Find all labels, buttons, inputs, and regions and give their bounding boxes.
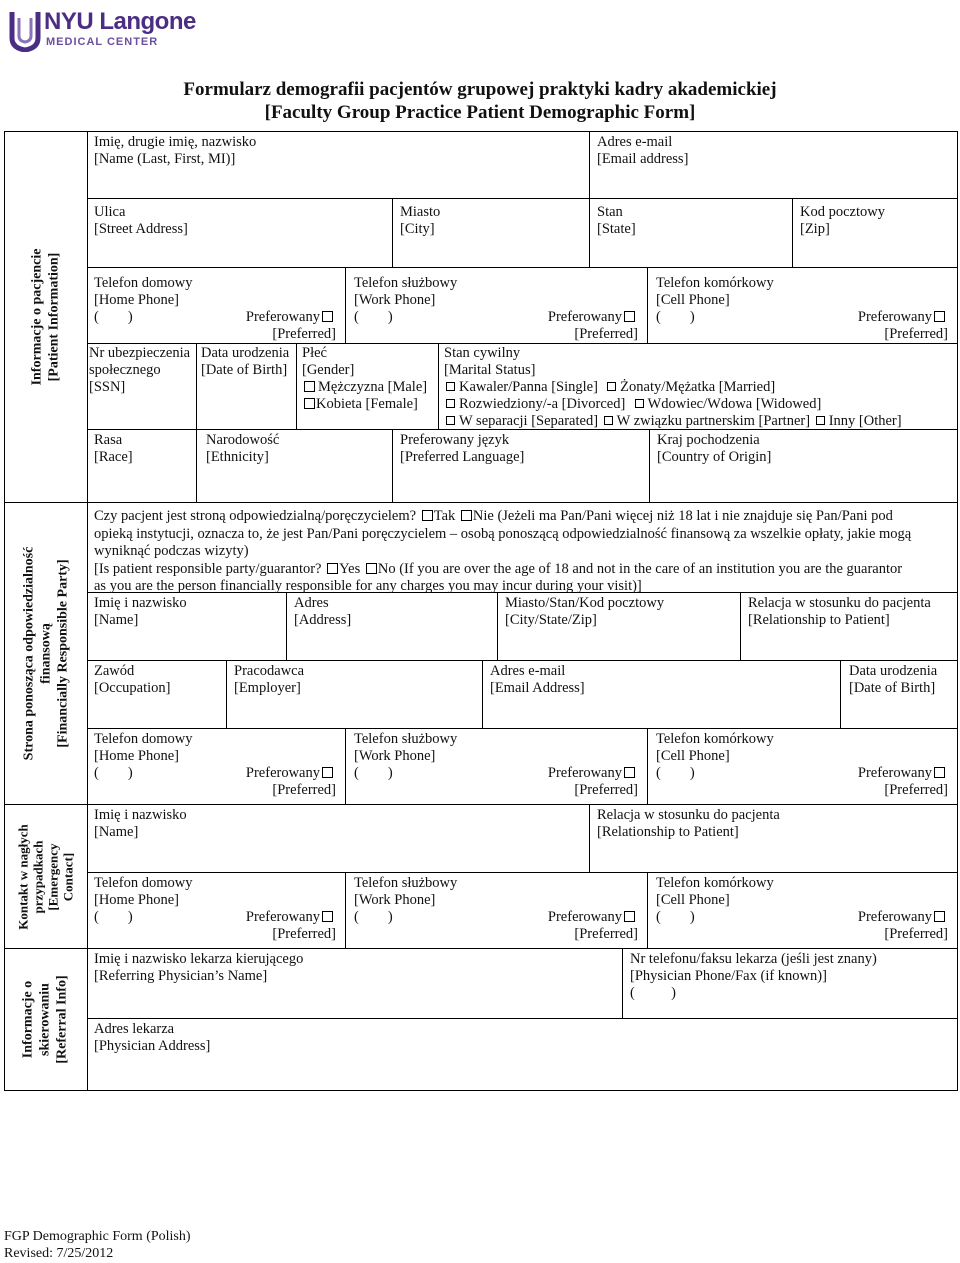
responsible-relationship-field[interactable]: Relacja w stosunku do pacjenta [Relationship to Patient] [748,595,931,628]
divorced-checkbox[interactable] [446,399,455,408]
marital-separated-option[interactable]: W separacji [Separated] [444,413,598,429]
race-field[interactable]: Rasa [Race] [94,432,133,465]
street-address-field[interactable]: Ulica [Street Address] [94,204,188,237]
referring-physician-name-field[interactable]: Imię i nazwisko lekarza kierującego [Referring Physician’s Name] [94,951,304,984]
marital-other-option[interactable]: Inny [Other] [814,413,902,429]
responsible-email-field[interactable]: Adres e-mail [Email Address] [490,663,585,696]
gender-male-option[interactable]: Mężczyzna [Male] [302,379,427,396]
preferred-checkbox[interactable] [624,911,635,922]
partner-checkbox[interactable] [604,416,613,425]
no-pl-checkbox[interactable] [461,510,472,521]
preferred-checkbox[interactable] [322,911,333,922]
emergency-cell-phone-field[interactable]: Telefon komórkowy [Cell Phone] ( ) Preferowany [Preferred] [656,875,948,942]
other-checkbox[interactable] [816,416,825,425]
form-title [0,78,960,124]
patient-work-phone-field[interactable]: Telefon służbowy [Work Phone] ( ) Preferowany [Preferred] [354,275,638,342]
no-en-checkbox[interactable] [366,563,377,574]
ethnicity-field[interactable]: Narodowość [Ethnicity] [206,432,280,465]
patient-name-field[interactable]: Imię, drugie imię, nazwisko [Name (Last, First, MI)] [94,134,257,167]
female-checkbox[interactable] [304,398,315,409]
emergency-home-phone-field[interactable]: Telefon domowy [Home Phone] ( ) Preferowany [Preferred] [94,875,336,942]
married-checkbox[interactable] [607,382,616,391]
physician-phone-fax-field[interactable]: Nr telefonu/faksu lekarza (jeśli jest znany) [Physician Phone/Fax (if known)] ( ) [630,951,877,1001]
separated-checkbox[interactable] [446,416,455,425]
marital-divorced-option[interactable]: Rozwiedziony/-a [Divorced] [444,396,625,412]
marital-married-option[interactable]: Żonaty/Mężatka [Married] [605,379,775,395]
guarantor-question: Czy pacjent jest stroną odpowiedzialną/poręczycielem? Tak Nie (Jeżeli ma Pan/Pani więcej niż 18 lat i nie znajduje się Pan/Pani pod opieką instytucji, oznacza to, że jest Pan/Pani poręczycielem – osobą ponoszącą odpowiedzialność finansową za wszelkie opłaty, jakie mogą wyniknąć podczas wizyty) [Is patient responsible party/guarantor? Yes No (If you are over the age of 18 and not in the care of an institution you are the guarantor as you are the person financially responsible for any charges you may incur during your visit)] [94,508,912,594]
section-label-responsible-party: Strona ponosząca odpowiedzialność finansową [Financially Responsible Party] [21,546,71,761]
section-label-patient: Informacje o pacjencie [Patient Information] [29,248,62,385]
section-label-emergency-contact: Kontakt w nagłych przypadkach [Emergency Contact] [15,823,76,930]
patient-email-field[interactable]: Adres e-mail [Email address] [597,134,689,167]
responsible-home-phone-field[interactable]: Telefon domowy [Home Phone] ( ) Preferowany [Preferred] [94,731,336,798]
patient-cell-phone-field[interactable]: Telefon komórkowy [Cell Phone] ( ) Preferowany [Preferred] [656,275,948,342]
state-field[interactable]: Stan [State] [597,204,636,237]
marital-widowed-option[interactable]: Wdowiec/Wdowa [Widowed] [633,396,822,412]
marital-status-field: Stan cywilny [Marital Status] Kawaler/Panna [Single] Żonaty/Mężatka [Married] Rozwiedziony/-a [Divorced] Wdowiec/Wdowa [Widowed] W separacji [Separated] W związku partnerskim [Partner] Inny [Other] [444,345,902,429]
city-field[interactable]: Miasto [City] [400,204,441,237]
footer-revised-date: Revised: 7/25/2012 [4,1246,114,1261]
patient-home-phone-field[interactable]: Telefon domowy [Home Phone] ( ) Preferowany [Preferred] [94,275,336,342]
occupation-field[interactable]: Zawód [Occupation] [94,663,171,696]
patient-dob-field[interactable]: Data urodzenia [Date of Birth] [201,345,290,378]
footer-form-name: FGP Demographic Form (Polish) [4,1229,191,1244]
gender-female-option[interactable]: Kobieta [Female] [302,396,427,413]
logo-mark-icon [8,8,42,52]
form-footer [4,1228,191,1262]
gender-field: Płeć [Gender] Mężczyzna [Male] Kobieta [Female] [302,345,428,412]
preferred-checkbox[interactable] [934,311,945,322]
zip-field[interactable]: Kod pocztowy [Zip] [800,204,885,237]
preferred-checkbox[interactable] [322,311,333,322]
physician-address-field[interactable]: Adres lekarza [Physician Address] [94,1021,211,1054]
section-label-referral: Informacje o skierowaniu [Referral Info] [21,975,70,1064]
responsible-address-field[interactable]: Adres [Address] [294,595,352,628]
nyu-langone-logo [8,6,208,62]
employer-field[interactable]: Pracodawca [Employer] [234,663,305,696]
logo-brand: NYU Langone [44,8,196,35]
marital-partner-option[interactable]: W związku partnerskim [Partner] [602,413,810,429]
preferred-language-field[interactable]: Preferowany język [Preferred Language] [400,432,525,465]
responsible-cell-phone-field[interactable]: Telefon komórkowy [Cell Phone] ( ) Preferowany [Preferred] [656,731,948,798]
title-english: [Faculty Group Practice Patient Demographic Form] [264,102,696,123]
responsible-work-phone-field[interactable]: Telefon służbowy [Work Phone] ( ) Preferowany [Preferred] [354,731,638,798]
preferred-checkbox[interactable] [934,911,945,922]
male-checkbox[interactable] [304,381,315,392]
single-checkbox[interactable] [446,382,455,391]
logo-subtitle: MEDICAL CENTER [46,36,159,48]
preferred-checkbox[interactable] [322,767,333,778]
preferred-checkbox[interactable] [624,767,635,778]
yes-pl-checkbox[interactable] [422,510,433,521]
responsible-name-field[interactable]: Imię i nazwisko [Name] [94,595,187,628]
responsible-city-state-zip-field[interactable]: Miasto/Stan/Kod pocztowy [City/State/Zip] [505,595,665,628]
preferred-checkbox[interactable] [934,767,945,778]
responsible-dob-field[interactable]: Data urodzenia [Date of Birth] [849,663,938,696]
emergency-name-field[interactable]: Imię i nazwisko [Name] [94,807,187,840]
emergency-relationship-field[interactable]: Relacja w stosunku do pacjenta [Relationship to Patient] [597,807,780,840]
title-polish: Formularz demografii pacjentów grupowej praktyki kadry akademickiej [183,79,777,100]
emergency-work-phone-field[interactable]: Telefon służbowy [Work Phone] ( ) Preferowany [Preferred] [354,875,638,942]
preferred-checkbox[interactable] [624,311,635,322]
widowed-checkbox[interactable] [635,399,644,408]
marital-single-option[interactable]: Kawaler/Panna [Single] [444,379,598,395]
country-of-origin-field[interactable]: Kraj pochodzenia [Country of Origin] [657,432,772,465]
yes-en-checkbox[interactable] [327,563,338,574]
ssn-field[interactable]: Nr ubezpieczenia społecznego [SSN] [89,345,191,395]
